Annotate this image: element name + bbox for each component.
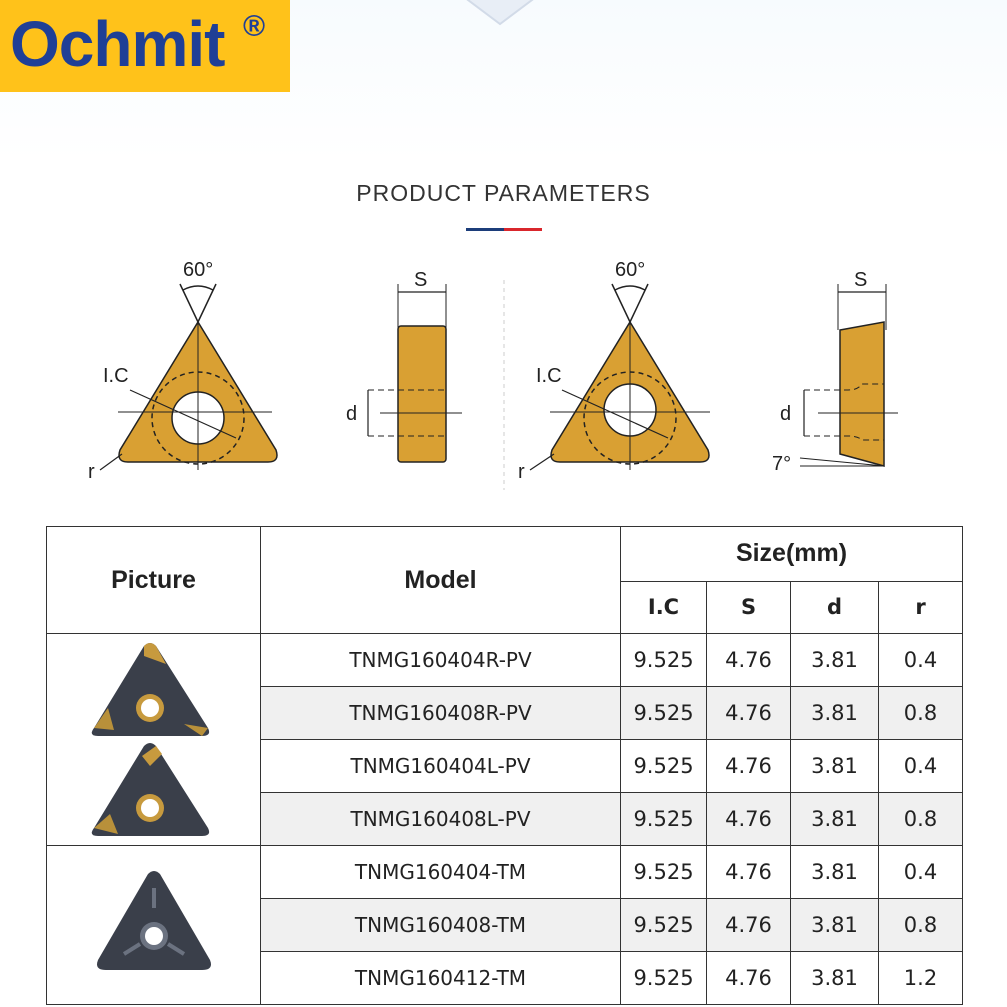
table-row	[47, 634, 963, 687]
s-label: S	[414, 269, 428, 291]
insert-diagrams	[0, 240, 1007, 500]
r-label: r	[518, 461, 525, 483]
table-row	[47, 846, 963, 899]
header-size: Size(mm)	[621, 527, 963, 582]
header-ic: I.C	[621, 581, 707, 634]
r-cell: 0.4	[879, 740, 963, 793]
relief-angle-label: 7°	[772, 453, 792, 475]
ic-cell: 9.525	[621, 687, 707, 740]
side-view-diagram-right	[772, 269, 898, 475]
ic-cell: 9.525	[621, 793, 707, 846]
d-cell: 3.81	[791, 793, 879, 846]
r-cell: 0.8	[879, 793, 963, 846]
ic-label: I.C	[103, 365, 129, 387]
brand-name: Ochmit	[10, 8, 225, 80]
d-cell: 3.81	[791, 952, 879, 1005]
top-notch-decoration	[440, 0, 560, 30]
r-cell: 0.8	[879, 687, 963, 740]
insert-tm-image	[94, 868, 214, 978]
model-cell: TNMG160404-TM	[261, 846, 621, 899]
d-cell: 3.81	[791, 687, 879, 740]
model-cell: TNMG160404R-PV	[261, 634, 621, 687]
header-picture: Picture	[47, 527, 261, 634]
triangle-diagram-right	[518, 259, 710, 483]
ic-label: I.C	[536, 365, 562, 387]
insert-pv-image	[84, 638, 224, 838]
insert-picture-pv	[47, 634, 261, 846]
r-cell: 0.4	[879, 634, 963, 687]
header-r: r	[879, 581, 963, 634]
s-cell: 4.76	[707, 740, 791, 793]
r-label: r	[88, 461, 95, 483]
angle-label: 60°	[183, 259, 214, 281]
s-cell: 4.76	[707, 634, 791, 687]
s-cell: 4.76	[707, 846, 791, 899]
model-cell: TNMG160408-TM	[261, 899, 621, 952]
ic-cell: 9.525	[621, 846, 707, 899]
section-title: PRODUCT PARAMETERS	[356, 180, 651, 206]
d-cell: 3.81	[791, 899, 879, 952]
ic-cell: 9.525	[621, 740, 707, 793]
d-label: d	[346, 403, 358, 425]
title-underline	[466, 228, 542, 231]
ic-cell: 9.525	[621, 634, 707, 687]
r-cell: 0.8	[879, 899, 963, 952]
s-cell: 4.76	[707, 952, 791, 1005]
s-cell: 4.76	[707, 793, 791, 846]
d-label: d	[780, 403, 792, 425]
r-cell: 0.4	[879, 846, 963, 899]
header-model: Model	[261, 527, 621, 634]
s-cell: 4.76	[707, 687, 791, 740]
registered-mark: ®	[243, 10, 266, 43]
ic-cell: 9.525	[621, 952, 707, 1005]
brand-logo-banner	[0, 0, 290, 92]
triangle-diagram-left	[88, 259, 277, 483]
d-cell: 3.81	[791, 846, 879, 899]
angle-label: 60°	[615, 259, 646, 281]
header-s: S	[707, 581, 791, 634]
header-d: d	[791, 581, 879, 634]
model-cell: TNMG160408L-PV	[261, 793, 621, 846]
side-view-diagram-left	[346, 269, 462, 462]
insert-picture-tm	[47, 846, 261, 1005]
parameters-table	[46, 526, 963, 1005]
ic-cell: 9.525	[621, 899, 707, 952]
s-cell: 4.76	[707, 899, 791, 952]
model-cell: TNMG160408R-PV	[261, 687, 621, 740]
r-cell: 1.2	[879, 952, 963, 1005]
d-cell: 3.81	[791, 634, 879, 687]
model-cell: TNMG160404L-PV	[261, 740, 621, 793]
d-cell: 3.81	[791, 740, 879, 793]
s-label: S	[854, 269, 868, 291]
model-cell: TNMG160412-TM	[261, 952, 621, 1005]
